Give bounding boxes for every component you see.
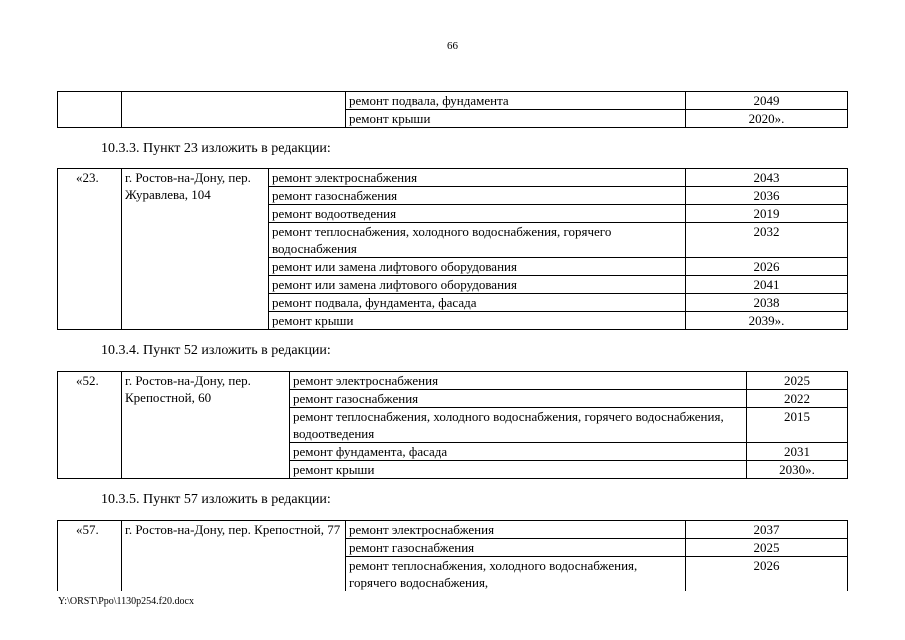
work-cell: ремонт фундамента, фасада [290,443,747,461]
year-cell: 2041 [686,276,848,294]
work-cell: ремонт подвала, фундамента, фасада [269,294,686,312]
table-row [58,372,848,390]
work-cell: ремонт или замена лифтового оборудования [269,258,686,276]
work-cell: ремонт подвала, фундамента [346,92,686,110]
item-number: «57. [58,521,122,592]
item-52-table [57,371,848,479]
item-57-table [57,520,848,591]
work-cell: ремонт теплоснабжения, холодного водоснабжения, горячего водоснабжения, водоотведения [290,408,747,443]
work-cell: ремонт водоотведения [269,205,686,223]
year-cell: 2025 [686,539,848,557]
section-heading: 10.3.3. Пункт 23 изложить в редакции: [101,141,331,156]
table-row [58,92,848,110]
work-cell: ремонт крыши [290,461,747,479]
work-cell: ремонт крыши [346,110,686,128]
table-row [58,169,848,187]
work-cell: ремонт теплоснабжения, холодного водоснабжения, горячего водоснабжения, [346,557,686,592]
year-cell: 2030». [747,461,848,479]
work-cell: ремонт электроснабжения [269,169,686,187]
item-number: «23. [58,169,122,330]
year-cell: 2026 [686,557,848,592]
continuation-table [57,91,848,128]
year-cell: 2032 [686,223,848,258]
year-cell: 2015 [747,408,848,443]
work-cell: ремонт электроснабжения [290,372,747,390]
work-cell: ремонт газоснабжения [346,539,686,557]
work-cell: ремонт или замена лифтового оборудования [269,276,686,294]
item-23-table [57,168,848,330]
table-row [58,521,848,539]
year-cell: 2037 [686,521,848,539]
year-cell: 2020». [686,110,848,128]
work-cell: ремонт газоснабжения [269,187,686,205]
work-cell: ремонт газоснабжения [290,390,747,408]
address-cell: г. Ростов-на-Дону, пер. Крепостной, 77 [122,521,346,592]
address-cell [122,92,346,128]
section-heading: 10.3.4. Пункт 52 изложить в редакции: [101,343,331,358]
address-cell: г. Ростов-на-Дону, пер. Крепостной, 60 [122,372,290,479]
page-number: 66 [447,40,458,52]
year-cell: 2039». [686,312,848,330]
year-cell: 2019 [686,205,848,223]
file-path-footer: Y:\ORST\Ppo\1130p254.f20.docx [58,596,194,607]
work-cell: ремонт крыши [269,312,686,330]
year-cell: 2026 [686,258,848,276]
address-cell: г. Ростов-на-Дону, пер. Журавлева, 104 [122,169,269,330]
year-cell: 2038 [686,294,848,312]
number-cell [58,92,122,128]
section-heading: 10.3.5. Пункт 57 изложить в редакции: [101,492,331,507]
year-cell: 2036 [686,187,848,205]
item-number: «52. [58,372,122,479]
work-cell: ремонт электроснабжения [346,521,686,539]
year-cell: 2022 [747,390,848,408]
work-cell: ремонт теплоснабжения, холодного водоснабжения, горячего водоснабжения [269,223,686,258]
year-cell: 2025 [747,372,848,390]
year-cell: 2043 [686,169,848,187]
year-cell: 2031 [747,443,848,461]
year-cell: 2049 [686,92,848,110]
